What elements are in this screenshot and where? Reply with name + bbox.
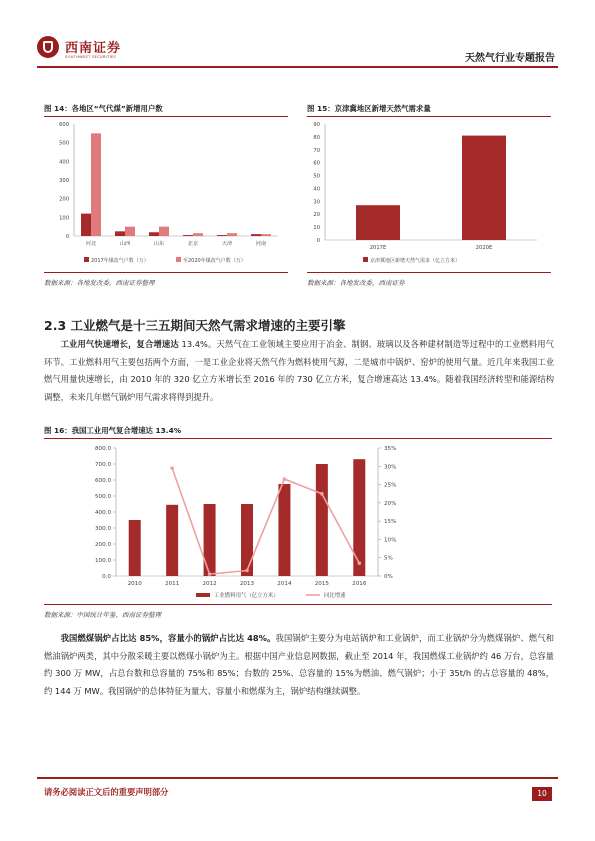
footer-divider	[37, 777, 558, 779]
y-tick-label: 30	[313, 199, 320, 206]
brand-name: 西南证券	[65, 41, 122, 56]
fig14-bottom-rule	[44, 272, 288, 273]
fig14-chart	[44, 118, 288, 270]
y-tick-label: 800.0	[94, 446, 111, 452]
paragraph-industrial-gas	[44, 336, 554, 406]
y-tick-label: 500.0	[94, 494, 111, 500]
legend-label: 京津冀地区新增天然气需求（亿立方米）	[370, 258, 461, 264]
x-tick-label: 2011	[165, 581, 180, 587]
growth-rate-line	[172, 468, 359, 574]
x-tick-label: 2015	[314, 581, 329, 587]
y-tick-label: 70	[313, 147, 320, 154]
legend-swatch	[363, 257, 368, 262]
header-divider	[37, 66, 558, 68]
growth-rate-point	[170, 466, 174, 470]
page-number: 10	[532, 787, 552, 801]
y-tick-label: 90	[313, 122, 320, 128]
fig15-source: 数据来源：各地发改委，西南证券	[307, 279, 405, 287]
fig14-source: 数据来源：各地发改委，西南证券整理	[44, 279, 155, 287]
report-title: 天然气行业专题报告	[465, 53, 555, 64]
bar-industrial-gas	[316, 464, 328, 576]
bar-2020	[261, 234, 271, 236]
x-tick-label: 北京	[187, 241, 199, 247]
bar-2017	[81, 214, 91, 236]
y2-tick-label: 35%	[384, 446, 397, 452]
y-tick-label: 0	[316, 238, 320, 244]
x-tick-label: 2014	[277, 581, 292, 587]
growth-rate-point	[208, 572, 212, 576]
brand-subtitle: SOUTHWEST SECURITIES	[65, 55, 117, 59]
bar-2020	[227, 233, 237, 236]
section-heading: 2.3 工业燃气是十三五期间天然气需求增速的主要引擎	[44, 318, 346, 333]
y-tick-label: 100	[59, 215, 69, 222]
bar-2017	[183, 235, 193, 236]
legend-swatch	[176, 257, 181, 262]
fig14-title: 图 14：各地区“气代煤”新增用户数	[44, 104, 163, 113]
y2-tick-label: 0%	[384, 574, 393, 580]
x-tick-label: 2016	[352, 581, 367, 587]
y-tick-label: 100.0	[94, 558, 111, 564]
y-tick-label: 300.0	[94, 526, 111, 532]
growth-rate-point	[245, 569, 249, 573]
y-tick-label: 300	[59, 178, 69, 184]
bar-industrial-gas	[166, 505, 178, 576]
bar-demand	[462, 136, 506, 240]
y-tick-label: 400.0	[94, 510, 111, 516]
y-tick-label: 10	[313, 225, 320, 232]
bar-2017	[115, 231, 125, 236]
y-tick-label: 200	[59, 196, 69, 203]
growth-rate-point	[283, 477, 287, 481]
y2-tick-label: 5%	[384, 555, 393, 562]
x-tick-label: 2017E	[369, 245, 387, 251]
fig15-title: 图 15：京津冀地区新增天然气需求量	[307, 104, 431, 113]
para1-lead: 工业用气快速增长，复合增速达	[60, 339, 179, 349]
fig16-chart	[44, 440, 552, 603]
y2-tick-label: 15%	[384, 519, 397, 526]
bar-2020	[91, 133, 101, 236]
para1-body: 。天然气在工业领域主要应用于冶金、制钢、玻璃以及各种建材制造等过程中的工业燃料用气环节。工业燃料用气主要包括两个方面，一是工业企业将天然气作为燃料使用气源，二是城市中锅炉、窑炉的使用气量。近几年来我国工业燃气用量快速增长，由 2010 年的 320 亿立方米增长至 2016 年的 730 亿立方米，复合增速高达 13.4%。随着我国经济转型和能源结构调整，未来几年燃气锅炉用气需求将得到提升。	[44, 339, 554, 402]
bar-industrial-gas	[353, 459, 365, 576]
fig16-title: 图 16：我国工业用气复合增速达 13.4%	[44, 426, 182, 435]
bar-2020	[125, 227, 135, 236]
y-tick-label: 600	[59, 122, 69, 128]
legend-swatch-bar	[196, 593, 210, 597]
legend-swatch	[84, 257, 89, 262]
y-tick-label: 600.0	[94, 478, 111, 484]
y-tick-label: 200.0	[94, 542, 111, 548]
x-tick-label: 2020E	[475, 245, 493, 251]
paragraph-boilers	[44, 630, 554, 700]
fig15-rule	[307, 116, 551, 117]
y-tick-label: 0	[65, 234, 69, 240]
x-tick-label: 天津	[221, 241, 233, 247]
legend-label: 同比增速	[324, 593, 346, 599]
legend-label: 至2020年煤改气户数（万）	[183, 258, 246, 264]
y-tick-label: 700.0	[94, 462, 111, 468]
y2-tick-label: 25%	[384, 482, 397, 489]
bar-2020	[193, 233, 203, 236]
x-tick-label: 山东	[153, 241, 165, 247]
y-tick-label: 400	[59, 159, 69, 166]
y2-tick-label: 20%	[384, 500, 397, 507]
bar-industrial-gas	[241, 504, 253, 576]
x-tick-label: 2012	[202, 581, 217, 587]
y-tick-label: 60	[313, 160, 320, 167]
bar-2020	[159, 227, 169, 236]
bar-industrial-gas	[129, 520, 141, 576]
fig15-bottom-rule	[307, 272, 551, 273]
y-tick-label: 50	[313, 173, 320, 180]
fig15-chart	[307, 118, 551, 270]
para2-lead: 我国燃煤锅炉占比达 85%，容量小的锅炉占比达 48%。	[60, 633, 276, 643]
growth-rate-point	[357, 561, 361, 565]
y-tick-label: 40	[313, 186, 320, 193]
legend-label: 工业燃料用气（亿立方米）	[214, 593, 279, 599]
para2-body: 我国锅炉主要分为电站锅炉和工业锅炉，而工业锅炉分为燃煤锅炉、燃气和燃油锅炉两类，其中分散采暖主要以燃煤小锅炉为主。根据中国产业信息网数据，截止至 2014 年，我国燃煤工业锅炉约 46 万台，总容量约 300 万 MW，占总台数和总容量的 75%和 85%；台数的 25%、总容量的 15%为燃油、燃气锅炉；小于 35t/h 的占总容量的 48%，约 144 万 MW。我国锅炉的总体特征为量大、容量小和燃煤为主，锅炉结构继续调整。	[44, 633, 554, 696]
bar-2017	[251, 234, 261, 236]
logo-mark-icon	[43, 41, 53, 53]
bar-2017	[149, 232, 159, 236]
growth-rate-point	[320, 492, 324, 496]
y-tick-label: 0.0	[102, 574, 111, 580]
y2-tick-label: 30%	[384, 464, 397, 471]
bar-industrial-gas	[278, 484, 290, 576]
fig14-rule	[44, 116, 288, 117]
y-tick-label: 20	[313, 212, 320, 219]
bar-demand	[356, 205, 400, 240]
x-tick-label: 2013	[239, 581, 255, 587]
x-tick-label: 河南	[255, 241, 267, 247]
y-tick-label: 80	[313, 134, 320, 141]
fig16-rule	[44, 438, 552, 439]
x-tick-label: 山西	[119, 241, 131, 247]
y-tick-label: 500	[59, 140, 69, 147]
x-tick-label: 2010	[127, 581, 142, 587]
bar-industrial-gas	[204, 504, 216, 576]
legend-label: 2017年煤改气户数（万）	[91, 258, 149, 264]
para1-lead-value: 13.4%	[181, 339, 208, 349]
footer-notice: 请务必阅读正文后的重要声明部分	[44, 787, 169, 797]
bar-2017	[217, 235, 227, 236]
fig16-source: 数据来源：中国统计年鉴、西南证券整理	[44, 611, 161, 619]
fig16-bottom-rule	[44, 604, 552, 605]
y2-tick-label: 10%	[384, 537, 397, 544]
x-tick-label: 河北	[85, 241, 97, 247]
